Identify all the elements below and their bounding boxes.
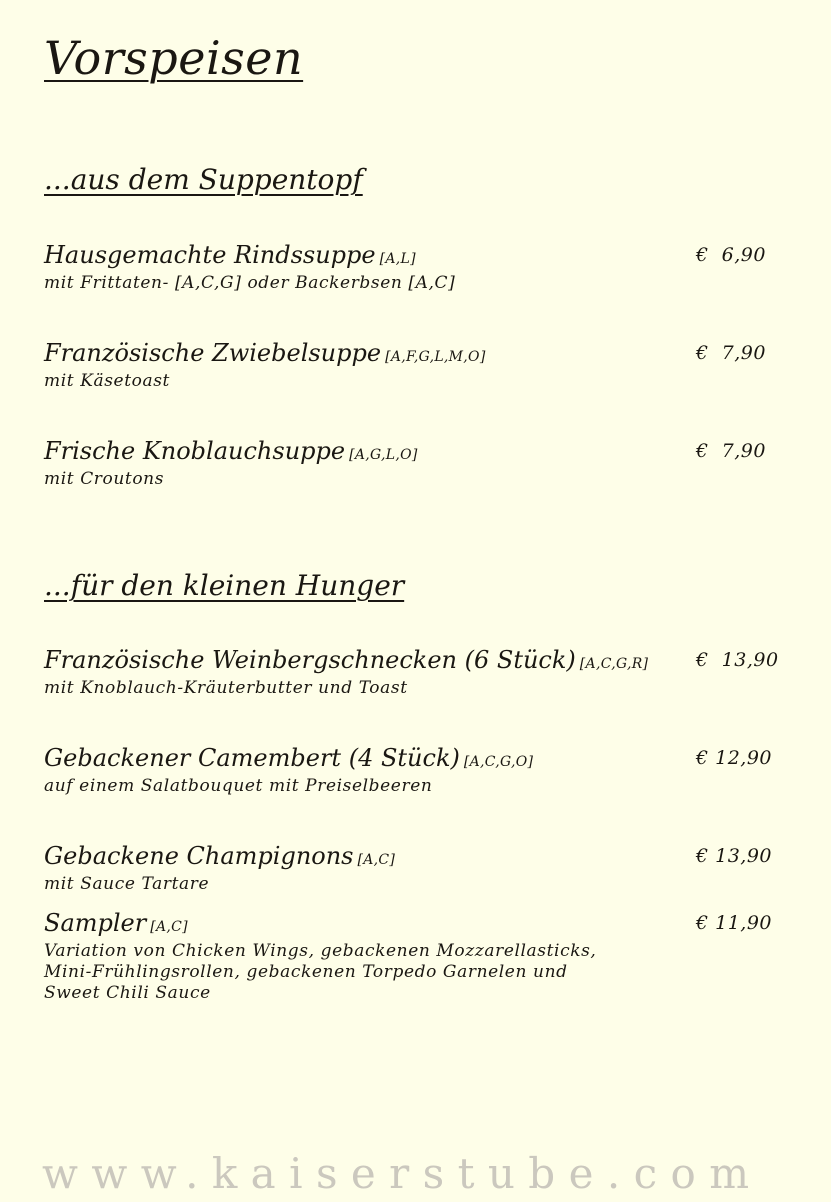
dish-description: Variation von Chicken Wings, gebackenen Mozzarellasticks, bbox=[44, 941, 597, 961]
allergen-codes: [A,C,G,O] bbox=[463, 754, 534, 770]
menu-item bbox=[44, 842, 784, 895]
dish-name bbox=[44, 909, 784, 941]
dish-price: € 6,90 bbox=[696, 244, 766, 266]
dish-name-text: Frische Knoblauchsuppe bbox=[44, 437, 346, 465]
dish-price: € 7,90 bbox=[696, 342, 766, 364]
dish-name bbox=[44, 646, 784, 678]
page-title: Vorspeisen bbox=[44, 31, 304, 85]
dish-description: Mini-Frühlingsrollen, gebackenen Torpedo Garnelen und bbox=[44, 962, 568, 982]
allergen-codes: [A,C,G,R] bbox=[579, 656, 649, 672]
menu-item bbox=[44, 241, 784, 294]
allergen-codes: [A,G,L,O] bbox=[349, 447, 418, 463]
dish-name bbox=[44, 241, 784, 273]
dish-description: auf einem Salatbouquet mit Preiselbeeren bbox=[44, 776, 433, 796]
dish-description: mit Frittaten- [A,C,G] oder Backerbsen [A,C] bbox=[44, 273, 456, 293]
section-title-kleiner-hunger: ...für den kleinen Hunger bbox=[44, 569, 405, 602]
dish-price: € 12,90 bbox=[696, 747, 773, 769]
dish-name-text: Gebackener Camembert (4 Stück) bbox=[44, 744, 460, 772]
dish-name bbox=[44, 339, 784, 371]
menu-item bbox=[44, 437, 784, 490]
dish-name-text: Französische Zwiebelsuppe bbox=[44, 339, 382, 367]
dish-price: € 11,90 bbox=[696, 912, 773, 934]
menu-item bbox=[44, 744, 784, 797]
dish-description: Sweet Chili Sauce bbox=[44, 983, 211, 1003]
website-url[interactable]: www.kaiserstube.com bbox=[42, 1149, 763, 1198]
menu-item bbox=[44, 646, 784, 699]
dish-description: mit Croutons bbox=[44, 469, 165, 489]
allergen-codes: [A,C] bbox=[357, 852, 396, 868]
dish-name bbox=[44, 437, 784, 469]
dish-name-text: Hausgemachte Rindssuppe bbox=[44, 241, 376, 269]
dish-name bbox=[44, 842, 784, 874]
dish-name-text: Sampler bbox=[44, 909, 147, 937]
menu-item bbox=[44, 909, 784, 1004]
dish-name bbox=[44, 744, 784, 776]
dish-description: mit Sauce Tartare bbox=[44, 874, 210, 894]
dish-description: mit Knoblauch-Kräuterbutter und Toast bbox=[44, 678, 408, 698]
allergen-codes: [A,L] bbox=[379, 251, 416, 267]
section-title-suppentopf: ...aus dem Suppentopf bbox=[44, 163, 363, 196]
dish-name-text: Gebackene Champignons bbox=[44, 842, 354, 870]
dish-price: € 13,90 bbox=[696, 845, 773, 867]
allergen-codes: [A,C] bbox=[150, 919, 188, 935]
dish-price: € 13,90 bbox=[696, 649, 779, 671]
allergen-codes: [A,F,G,L,M,O] bbox=[385, 349, 486, 365]
dish-description: mit Käsetoast bbox=[44, 371, 170, 391]
menu-item bbox=[44, 339, 784, 392]
dish-price: € 7,90 bbox=[696, 440, 766, 462]
dish-name-text: Französische Weinbergschnecken (6 Stück) bbox=[44, 646, 576, 674]
